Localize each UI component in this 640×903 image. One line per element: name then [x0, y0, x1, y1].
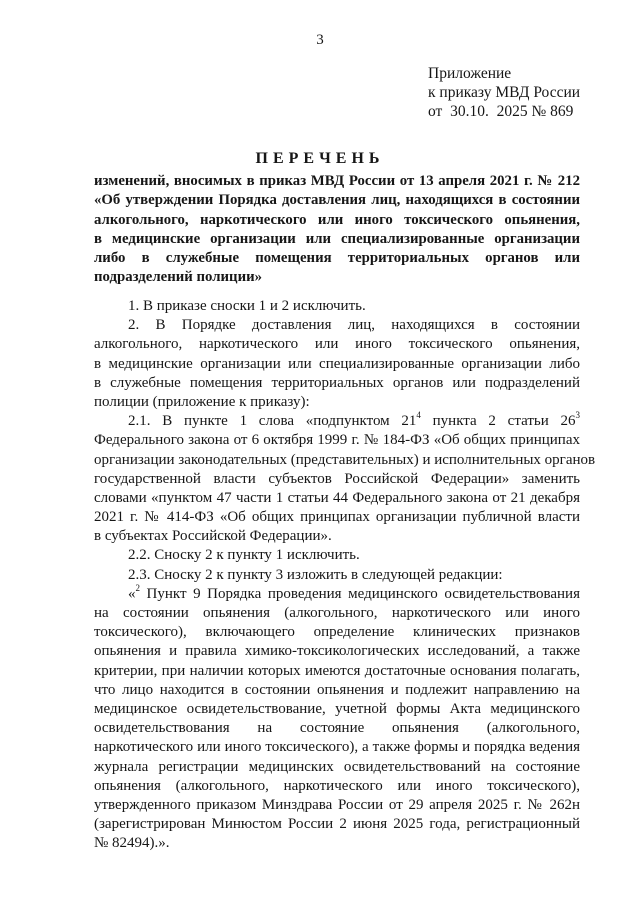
quote-line: что лицо находится в состоянии опьянения и подлежит направлению на — [94, 681, 580, 698]
quote-line: на состоянии опьянения (алкогольного, наркотического или иного — [94, 605, 580, 621]
page-number: 3 — [316, 32, 324, 48]
quote-line: освидетельствования на состояние опьянения (алкогольного, — [94, 720, 580, 737]
subtitle-line: подразделений полиции» — [94, 269, 263, 286]
quote-line: журнала регистрации медицинских освидетельствований на состояние — [94, 758, 580, 775]
subtitle-line: «Об утверждении Порядка доставления лиц, находящихся в состоянии — [94, 192, 580, 209]
paragraph-2-1-line: в субъектах Российской Федерации». — [94, 528, 332, 545]
subtitle-line: изменений, вносимых в приказ МВД России от 13 апреля 2021 г. № 212 — [94, 173, 580, 189]
paragraph-2-1-line: организации законодательных (представительных) и исполнительных органов — [94, 451, 596, 468]
paragraph-2-1-line: государственной власти субъектов Российской Федерации» заменить — [94, 470, 580, 487]
quote-line: опьянения (алкогольного, наркотического или иного токсического), — [94, 777, 580, 794]
quote-line: критерии, при наличии которых имеются достаточные основания полагать, — [94, 662, 580, 679]
quote-line: (зарегистрирован Минюстом России 2 июня 2025 года, регистрационный — [94, 816, 580, 833]
subtitle-line: в медицинские организации или специализированные организации — [94, 230, 580, 247]
text-run: Пункт 9 Порядка проведения медицинского освидетельствования — [140, 585, 580, 602]
quote-line: опьянения и правила химико-токсикологических исследований, а также — [94, 643, 580, 660]
superscript: 4 — [416, 410, 421, 421]
paragraph-2-2: 2.2. Сноску 2 к пункту 1 исключить. — [128, 547, 360, 564]
paragraph-2-line: полиции (приложение к приказу): — [94, 393, 310, 410]
paragraph-1: 1. В приказе сноски 1 и 2 исключить. — [128, 298, 366, 314]
appendix-line: от 30.10. 2025 № 869 — [428, 103, 574, 120]
text-run: 2.1. В пункте 1 слова «подпунктом 21 — [128, 413, 417, 430]
appendix-line: Приложение — [428, 65, 512, 82]
paragraph-2-1-line: словами «пунктом 47 части 1 статьи 44 Федерального закона от 21 декабря — [94, 489, 580, 506]
document-subtitle — [94, 172, 580, 288]
quote-first-line — [94, 582, 580, 604]
paragraph-2-line: 2. В Порядке доставления лиц, находящихся в состоянии — [128, 317, 580, 334]
document-title: ПЕРЕЧЕНЬ — [255, 150, 385, 167]
appendix-header — [428, 64, 580, 121]
superscript: 2 — [135, 582, 140, 593]
appendix-line: к приказу МВД России — [428, 84, 581, 101]
quote-line: медицинское освидетельствование, учетной формы Акта медицинского — [94, 700, 580, 717]
paragraph-2-1-first-line — [94, 412, 580, 431]
subtitle-line: либо в служебные помещения территориальных органов или — [94, 250, 580, 267]
paragraph-2-1-line: 2021 г. № 414-ФЗ «Об общих принципах организации публичной власти — [94, 509, 580, 526]
quote-line: утвержденного приказом Минздрава России от 29 апреля 2025 г. № 262н — [94, 796, 580, 813]
subtitle-line: алкогольного, наркотического или иного токсического опьянения, — [94, 211, 580, 228]
paragraph-2-line: в медицинские организации или специализированные организации либо — [94, 355, 580, 372]
text-run: « — [128, 585, 136, 602]
text-run: пункта 2 статьи 26 — [420, 413, 576, 430]
paragraph-2-3: 2.3. Сноску 2 к пункту 3 изложить в следующей редакции: — [128, 566, 503, 583]
paragraph-2-1-line: Федерального закона от 6 октября 1999 г. № 184-ФЗ «Об общих принципах — [94, 432, 580, 449]
quote-line: токсического), включающего определение клинических признаков — [94, 624, 580, 641]
paragraph-2-line: алкогольного, наркотического или иного токсического опьянения, — [94, 336, 580, 353]
quote-line: № 82494).». — [94, 835, 170, 852]
document-body — [94, 297, 596, 853]
paragraph-2-line: в служебные помещения территориальных органов или подразделений — [94, 374, 580, 391]
quote-line: наркотического или иного токсического), а также формы и порядка ведения — [94, 739, 580, 756]
superscript: 3 — [575, 410, 581, 421]
